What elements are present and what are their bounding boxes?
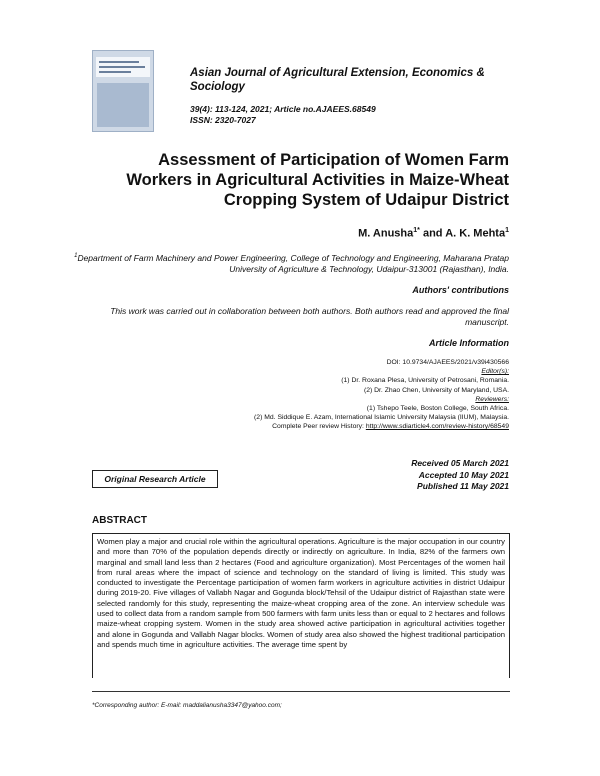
editors-label: Editor(s): bbox=[481, 368, 509, 376]
author-2-marks: 1 bbox=[505, 227, 509, 234]
journal-name: Asian Journal of Agricultural Extension, Economics & Sociology bbox=[190, 67, 485, 93]
review-history-link[interactable]: http://www.sdiarticle4.com/review-history/68549 bbox=[365, 423, 509, 431]
article-title: Assessment of Participation of Women Farm Workers in Agricultural Activities in Maize-Wheat Cropping System of Udaipur District bbox=[126, 151, 509, 209]
affiliation bbox=[69, 251, 509, 275]
received-date: Received 05 March 2021 bbox=[411, 458, 509, 468]
issn: ISSN: 2320-7027 bbox=[190, 115, 256, 125]
reviewer-2: (2) Md. Siddique E. Azam, International Islamic University Malaysia (IIUM), Malaysia. bbox=[254, 414, 509, 422]
footnote-divider bbox=[92, 691, 510, 692]
contributions-text: This work was carried out in collaboration between both authors. Both authors read and approved the final manuscript. bbox=[110, 306, 509, 327]
author-joiner: and bbox=[422, 227, 443, 240]
doi: DOI: 10.9734/AJAEES/2021/v39i430566 bbox=[386, 359, 509, 366]
abstract-text: Women play a major and crucial role within the agricultural operations. Agriculture is the major occupation in our country and more than 70% of the population depends directly or indirectly on agriculture. In India, 82% of the farmers own marginal and small land less than 2 hectares (Food and agriculture organization). Most Percentages of the women hail from rural areas where the impact of science and technology on the standard of living is limited. This study was conducted to investigate the Percentage participation of women farm workers in agriculture activities in district Udaipur during 2019-20. Five villages of Vallabh Nagar and Gogunda block/Tehsil of the Udaipur district of Rajasthan state were selected randomly for this study, representing the maize-wheat cropping area of the zone. An interview schedule was used to collect data from a random sample from 500 farmers with farm units less than or equal to 2 hectares and follows maize-wheat cropping system. Women in the study area showed active participation in agricultural activities together and alone in Gogunda and Vallabh Nagar blocks. Women of study area also showed the highest traditional participation and spends much time in agriculture activities. The average time spent by bbox=[97, 537, 505, 649]
citation: 39(4): 113-124, 2021; Article no.AJAEES.68549 bbox=[190, 104, 376, 114]
review-history bbox=[69, 422, 509, 431]
abstract-box bbox=[92, 533, 510, 678]
editor-2: (2) Dr. Zhao Chen, University of Maryland, USA. bbox=[363, 386, 509, 394]
journal-meta bbox=[190, 104, 376, 126]
affiliation-mark: 1 bbox=[74, 253, 78, 259]
reviewers-label: Reviewers: bbox=[475, 395, 509, 403]
article-info bbox=[69, 358, 509, 432]
review-history-label: Complete Peer review History: bbox=[272, 423, 364, 431]
editor-1: (1) Dr. Roxana Plesa, University of Petrosani, Romania. bbox=[341, 377, 509, 385]
abstract-heading: ABSTRACT bbox=[92, 515, 147, 526]
author-line bbox=[358, 227, 509, 240]
corresponding-author-footnote: *Corresponding author: E-mail: maddalianusha3347@yahoo.com; bbox=[92, 702, 282, 709]
published-date: Published 11 May 2021 bbox=[417, 481, 509, 491]
author-1-name: M. Anusha bbox=[358, 227, 414, 240]
article-info-heading: Article Information bbox=[428, 338, 509, 348]
contributions-heading: Authors' contributions bbox=[412, 285, 509, 295]
author-1-marks: 1* bbox=[413, 227, 420, 234]
article-type-badge: Original Research Article bbox=[92, 470, 218, 488]
reviewer-1: (1) Tshepo Teele, Boston College, South Africa. bbox=[366, 405, 509, 413]
author-2-name: A. K. Mehta bbox=[445, 227, 506, 240]
article-dates bbox=[411, 458, 509, 493]
cover-artwork bbox=[97, 83, 149, 127]
journal-cover-image bbox=[92, 50, 154, 132]
accepted-date: Accepted 10 May 2021 bbox=[418, 469, 509, 480]
affiliation-text: Department of Farm Machinery and Power Engineering, College of Technology and Engineering, Maharana Pratap University of Agriculture & Technology, Udaipur-313001 (Rajasthan), India. bbox=[77, 252, 509, 274]
